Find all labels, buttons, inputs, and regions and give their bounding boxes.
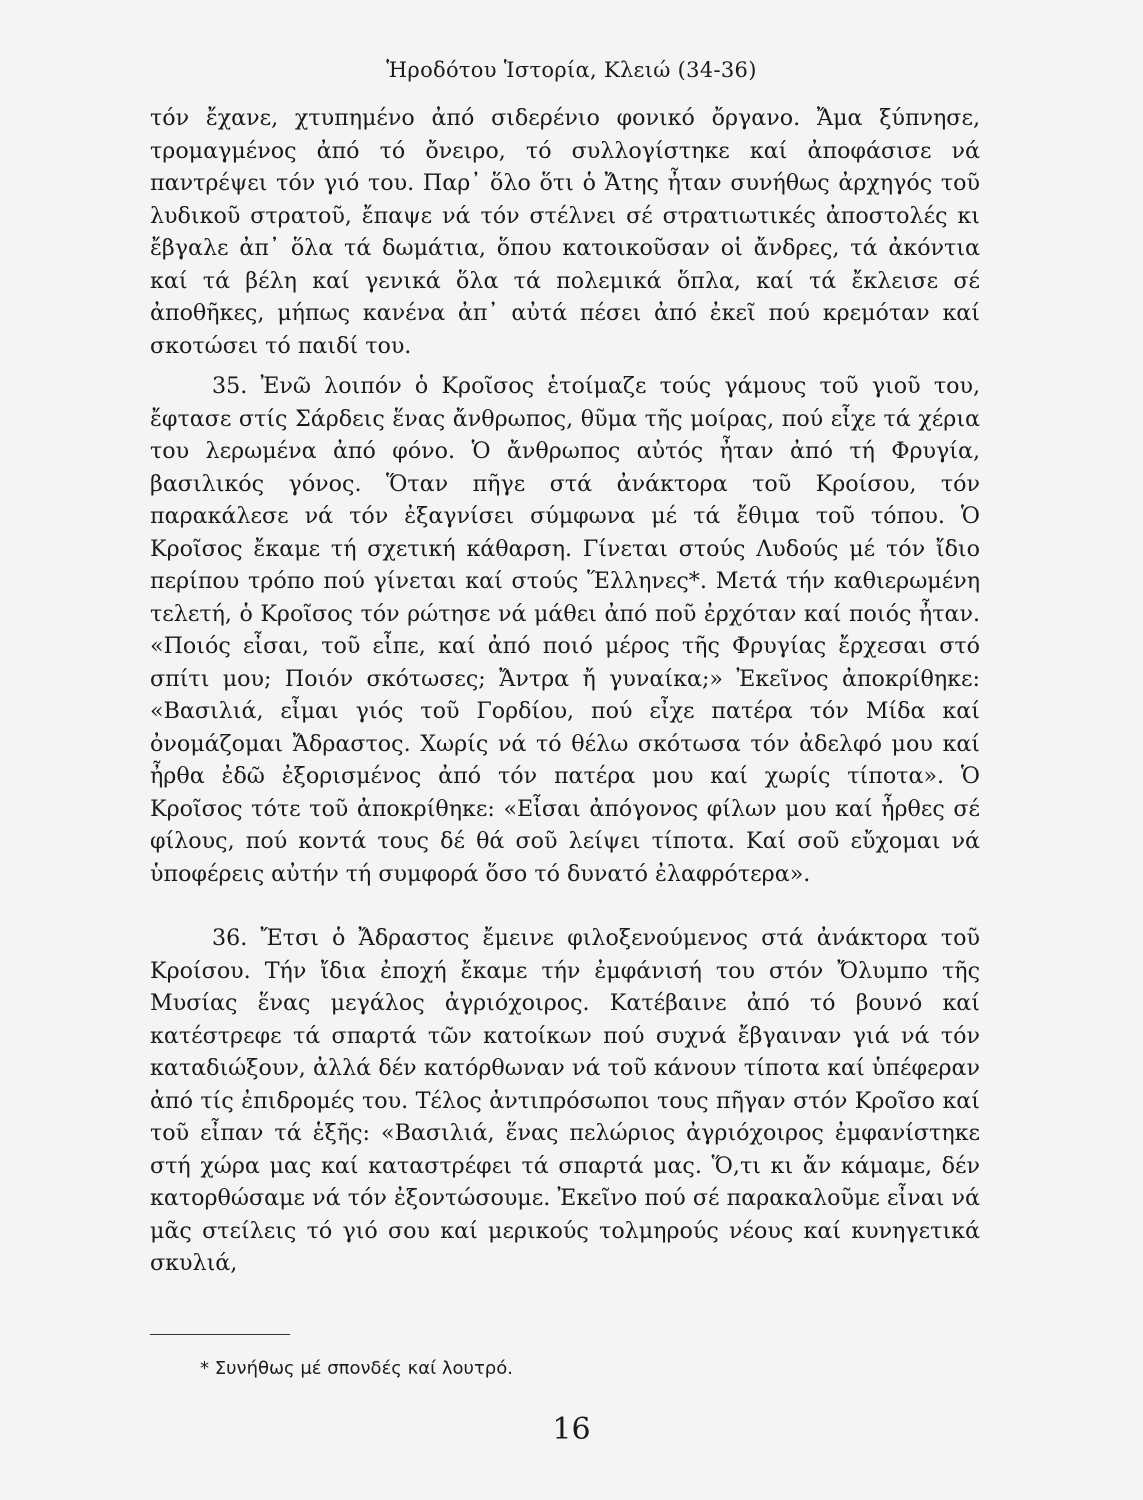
footnote-divider [150, 1334, 290, 1335]
body-text [150, 102, 980, 1280]
page-number: 16 [552, 1412, 591, 1447]
paragraph-section-36: 36. Ἔτσι ὁ Ἄδραστος ἔμεινε φιλοξενούμενος στά ἀνάκτορα τοῦ Κροίσου. Τήν ἴδια ἐποχή ἔκαμε τήν ἐμφάνισή του στόν Ὄλυμπο τῆς Μυσίας ἕνας μεγάλος ἀγριόχοιρος. Κατέβαινε ἀπό τό βουνό καί κατέστρεφε τά σπαρτά τῶν κατοίκων πού συχνά ἔβγαιναν γιά νά τόν καταδιώξουν, ἀλλά δέν κατόρθωναν νά τοῦ κάνουν τίποτα καί ὑπέφεραν ἀπό τίς ἐπιδρομές του. Τέλος ἀντιπρόσωποι τους πῆγαν στόν Κροῖσο καί τοῦ εἶπαν τά ἑξῆς: «Βασιλιά, ἕνας πελώριος ἀγριόχοιρος ἐμφανίστηκε στή χώρα μας καί καταστρέφει τά σπαρτά μας. Ὅ,τι κι ἄν κάμαμε, δέν κατορθώσαμε νά τόν ἐξοντώσουμε. Ἐκεῖνο πού σέ παρακαλοῦμε εἶναι νά μᾶς στείλεις τό γιό σου καί μερικούς τολμηρούς νέους καί κυνηγετικά σκυλιά, [150, 925, 980, 1276]
footnote: * Συνήθως μέ σπονδές καί λουτρό. [200, 1358, 513, 1379]
paragraph-continuation: τόν ἔχανε, χτυπημένο ἀπό σιδερένιο φονικό ὄργανο. Ἄμα ξύπνησε, τρομαγμένος ἀπό τό ὄνειρο, τό συλλογίστηκε καί ἀποφάσισε νά παντρέψει τόν γιό του. Παρ᾿ ὅλο ὅτι ὁ Ἄτης ἦταν συνήθως ἀρχηγός τοῦ λυδικοῦ στρατοῦ, ἔπαψε νά τόν στέλνει σέ στρατιωτικές ἀποστολές κι ἔβγαλε ἀπ᾿ ὅλα τά δωμάτια, ὅπου κατοικοῦσαν οἱ ἄνδρες, τά ἀκόντια καί τά βέλη καί γενικά ὅλα τά πολεμικά ὅπλα, καί τά ἔκλεισε σέ ἀποθῆκες, μήπως κανένα ἀπ᾿ αὐτά πέσει ἀπό ἐκεῖ πού κρεμόταν καί σκοτώσει τό παιδί του. [150, 105, 980, 359]
running-head: Ἡροδότου Ἱστορία, Κλειώ (34-36) [386, 58, 757, 82]
paragraph-section-35: 35. Ἐνῶ λοιπόν ὁ Κροῖσος ἑτοίμαζε τούς γάμους τοῦ γιοῦ του, ἔφτασε στίς Σάρδεις ἕνας ἄνθρωπος, θῦμα τῆς μοίρας, πού εἶχε τά χέρια του λερωμένα ἀπό φόνο. Ὁ ἄνθρωπος αὐτός ἦταν ἀπό τή Φρυγία, βασιλικός γόνος. Ὅταν πῆγε στά ἀνάκτορα τοῦ Κροίσου, τόν παρακάλεσε νά τόν ἐξαγνίσει σύμφωνα μέ τά ἔθιμα τοῦ τόπου. Ὁ Κροῖσος ἔκαμε τή σχετική κάθαρση. Γίνεται στούς Λυδούς μέ τόν ἴδιο περίπου τρόπο πού γίνεται καί στούς Ἕλληνες*. Μετά τήν καθιερωμένη τελετή, ὁ Κροῖσος τόν ρώτησε νά μάθει ἀπό ποῦ ἐρχόταν καί ποιός ἦταν. «Ποιός εἶσαι, τοῦ εἶπε, καί ἀπό ποιό μέρος τῆς Φρυγίας ἔρχεσαι στό σπίτι μου; Ποιόν σκότωσες; Ἄντρα ἤ γυναίκα;» Ἐκεῖνος ἀποκρίθηκε: «Βασιλιά, εἶμαι γιός τοῦ Γορδίου, πού εἶχε πατέρα τόν Μίδα καί ὀνομάζομαι Ἄδραστος. Χωρίς νά τό θέλω σκότωσα τόν ἀδελφό μου καί ἦρθα ἐδῶ ἐξορισμένος ἀπό τόν πατέρα μου καί χωρίς τίποτα». Ὁ Κροῖσος τότε τοῦ ἀποκρίθηκε: «Εἶσαι ἀπόγονος φίλων μου καί ἦρθες σέ φίλους, πού κοντά τους δέ θά σοῦ λείψει τίποτα. Καί σοῦ εὔχομαι νά ὑποφέρεις αὐτήν τή συμφορά ὅσο τό δυνατό ἐλαφρότερα». [150, 373, 980, 887]
